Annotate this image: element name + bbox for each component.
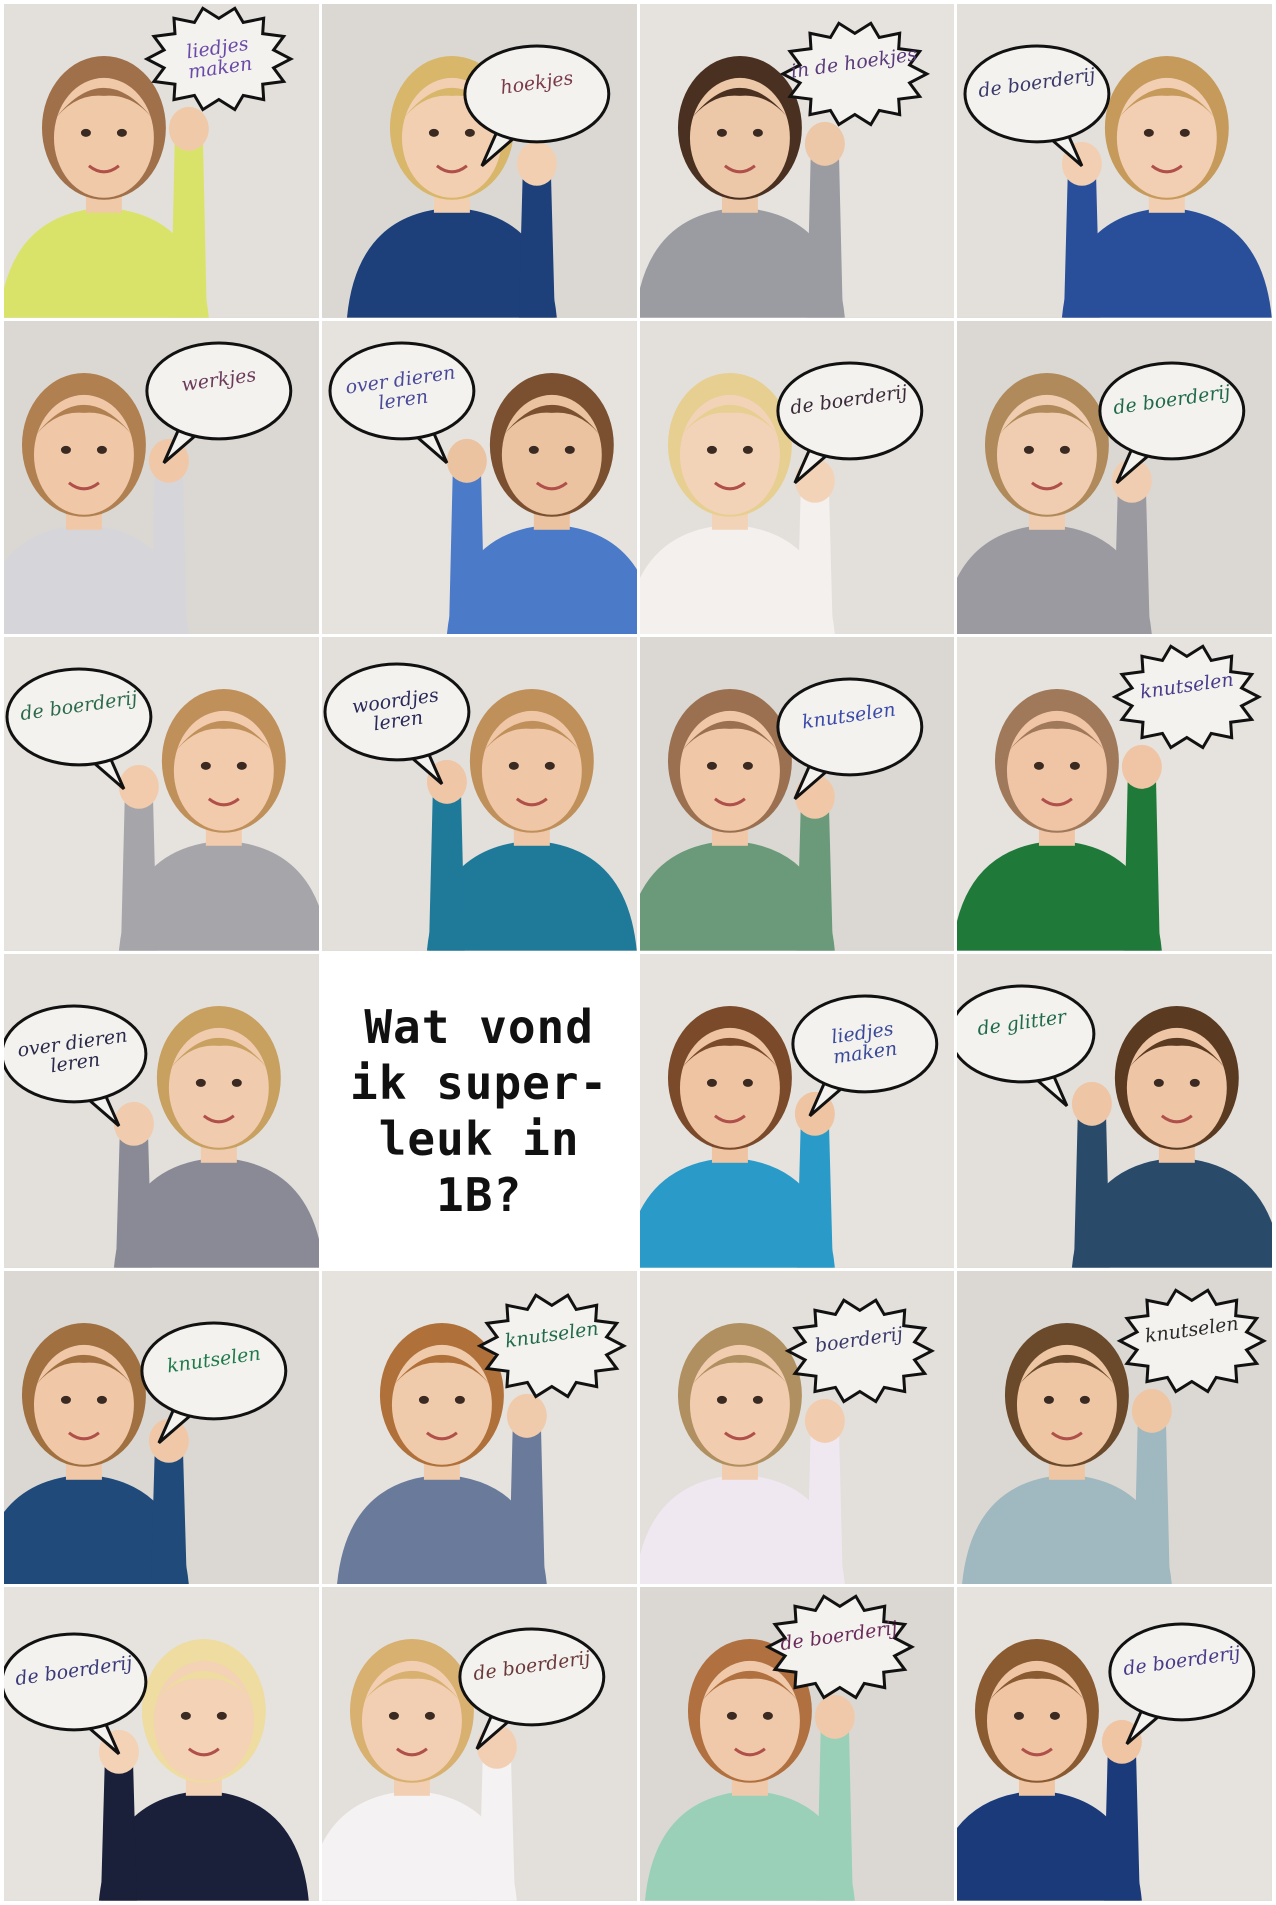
photo-tile — [640, 4, 955, 318]
child-photo — [322, 321, 637, 635]
speech-bubble-text: de boerderij — [779, 1617, 900, 1656]
speech-bubble-text: knutselen — [1143, 1312, 1241, 1348]
child-photo — [4, 4, 319, 318]
child-photo — [640, 4, 955, 318]
photo-tile — [957, 954, 1272, 1268]
photo-tile — [640, 637, 955, 951]
child-photo — [957, 1587, 1272, 1901]
speech-bubble-text: over dieren leren — [16, 1024, 129, 1078]
photo-tile — [640, 1271, 955, 1585]
photo-tile — [322, 1271, 637, 1585]
photo-tile — [640, 1587, 955, 1901]
photo-tile — [4, 321, 319, 635]
photo-tile — [4, 1271, 319, 1585]
speech-bubble-text: knutselen — [503, 1317, 600, 1353]
photo-tile — [4, 4, 319, 318]
photo-tile — [4, 637, 319, 951]
speech-bubble-text: de glitter — [976, 1005, 1068, 1041]
child-photo — [957, 1271, 1272, 1585]
photo-tile — [957, 4, 1272, 318]
speech-bubble-text: de boerderij — [1112, 380, 1232, 419]
child-photo — [957, 637, 1272, 951]
speech-bubble-text: liedjes maken — [184, 32, 254, 84]
child-photo — [640, 1587, 955, 1901]
photo-tile — [322, 4, 637, 318]
photo-tile — [957, 637, 1272, 951]
photo-tile — [957, 321, 1272, 635]
speech-bubble-text: de boerderij — [13, 1652, 134, 1691]
collage-title-card — [322, 954, 637, 1268]
child-photo — [640, 1271, 955, 1585]
child-photo — [322, 637, 637, 951]
child-photo — [957, 4, 1272, 318]
speech-bubble-text: de boerderij — [18, 687, 139, 726]
photo-tile — [640, 954, 955, 1268]
child-photo — [4, 1587, 319, 1901]
speech-bubble-text: knutselen — [165, 1342, 262, 1378]
photo-collage-grid — [4, 4, 1272, 1901]
speech-bubble-text: hoekjes — [498, 66, 575, 99]
speech-bubble-text: de boerderij — [977, 63, 1097, 103]
photo-tile — [322, 321, 637, 635]
child-photo — [4, 637, 319, 951]
speech-bubble-text: liedjes maken — [830, 1017, 899, 1069]
child-photo — [4, 321, 319, 635]
speech-bubble-text: in de hoekjes — [789, 43, 919, 83]
child-photo — [322, 4, 637, 318]
photo-tile — [640, 321, 955, 635]
photo-tile — [957, 1271, 1272, 1585]
speech-bubble-text: over dieren leren — [343, 361, 457, 414]
photo-tile — [957, 1587, 1272, 1901]
speech-bubble-text: knutselen — [801, 698, 898, 734]
speech-bubble-text: werkjes — [180, 363, 258, 396]
photo-tile — [322, 637, 637, 951]
child-photo — [322, 1587, 637, 1901]
child-photo — [4, 954, 319, 1268]
collage-title: Wat vond ik super- leuk in 1B? — [350, 999, 609, 1222]
child-photo — [4, 1271, 319, 1585]
speech-bubble-text: knutselen — [1138, 668, 1236, 704]
speech-bubble-text: de boerderij — [789, 380, 910, 419]
speech-bubble-text: boerderij — [813, 1322, 905, 1357]
photo-tile — [322, 1587, 637, 1901]
speech-bubble-text: de boerderij — [471, 1647, 592, 1686]
child-photo — [640, 954, 955, 1268]
photo-tile — [4, 954, 319, 1268]
child-photo — [957, 321, 1272, 635]
speech-bubble-text: de boerderij — [1122, 1642, 1242, 1681]
child-photo — [640, 637, 955, 951]
child-photo — [957, 954, 1272, 1268]
child-photo — [640, 321, 955, 635]
speech-bubble-text: woordjes leren — [350, 684, 440, 736]
photo-tile — [4, 1587, 319, 1901]
child-photo — [322, 1271, 637, 1585]
